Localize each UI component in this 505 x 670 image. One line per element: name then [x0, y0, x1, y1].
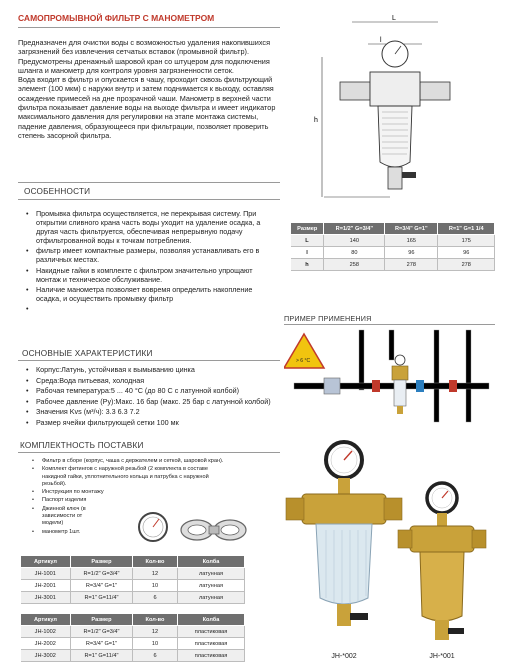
dim-label-l: l	[380, 37, 382, 44]
photo-label-right: JH-*001	[429, 653, 455, 660]
col-header: Колба	[178, 614, 245, 626]
spec-item: • Размер ячейки фильтрующей сетки 100 мк	[26, 418, 286, 428]
example-heading: ПРИМЕР ПРИМЕНЕНИЯ	[284, 314, 372, 323]
wrench-key-icon	[181, 520, 246, 540]
table-cell: JH-1001	[21, 568, 71, 580]
dimension-table	[290, 222, 495, 271]
table-row	[21, 568, 245, 580]
col-header: R=1/2" G=3/4"	[324, 223, 385, 235]
table-cell: 12	[133, 568, 178, 580]
photo-label-left: JH-*002	[331, 653, 357, 660]
valve-icon	[372, 380, 380, 392]
kit-item: • Инструкция по монтажу	[32, 489, 227, 496]
table-cell: 96	[438, 247, 495, 259]
col-header: Размер	[71, 614, 133, 626]
spec-item: • Рабочая температура:5 ... 40 °С (до 80 С с латунной колбой)	[26, 386, 286, 396]
warning-triangle-icon	[284, 334, 324, 368]
table-row	[291, 247, 495, 259]
table-row	[21, 650, 245, 662]
spec-item: • Значения Kvs (м³/ч): 3.3 6.3 7.2	[26, 407, 286, 417]
table-cell: JH-2002	[21, 638, 71, 650]
table-cell: 175	[438, 235, 495, 247]
kit-item: • Комплект фитингов с наружной резьбой (2 комплекта в составе накидной гайки, уплотнительного кольца и патрубка с наружной резьбой).	[32, 466, 227, 488]
table-cell: L	[291, 235, 324, 247]
kit-heading: КОМПЛЕКТНОСТЬ ПОСТАВКИ	[20, 441, 144, 450]
table-cell: JH-1002	[21, 626, 71, 638]
feature-item: • Промывка фильтра осуществляется, не перекрывая систему. При открытии сливного крана часть воды уходит на удаление осадка, а другая часть фильтруется, обеспечивая непрерывную подачу отфильтрованной воды к точкам потребления.	[26, 209, 276, 245]
col-header: Кол-во	[133, 556, 178, 568]
dimension-drawing	[290, 12, 490, 207]
spec-item: • Рабочее давление (Ру):Макс. 16 бар (макс. 25 бар с латунной колбой)	[26, 397, 286, 407]
table-row	[21, 626, 245, 638]
meter-icon	[324, 378, 340, 394]
table-cell: JH-3002	[21, 650, 71, 662]
table-cell: 6	[133, 592, 178, 604]
table-cell: R=3/4" G=1"	[71, 638, 133, 650]
kit-item: • Фильтр в сборе (корпус, чаша с держателем и сеткой, шаровой кран).	[32, 458, 227, 465]
filter-plastic-bowl-icon	[286, 442, 402, 626]
feature-item: • Наличие манометра позволяет вовремя определить накопление осадка, и осуществить промывку фильтр	[26, 285, 276, 303]
table-cell: R=1" G=11/4"	[71, 650, 133, 662]
table-cell: 10	[133, 638, 178, 650]
table-cell: 140	[324, 235, 385, 247]
table-cell: пластиковая	[178, 650, 245, 662]
dim-label-h: h	[314, 117, 318, 124]
spec-item: • Среда:Вода питьевая, холодная	[26, 376, 286, 386]
kit-item: • Паспорт изделия	[32, 497, 227, 504]
table-cell: 10	[133, 580, 178, 592]
filter-brass-bowl-icon	[398, 483, 486, 640]
table-cell: JH-2001	[21, 580, 71, 592]
valve-icon	[416, 380, 424, 392]
table-cell: 96	[385, 247, 438, 259]
valve-icon	[449, 380, 457, 392]
feature-item: • Накидные гайки в комплекте с фильтром значительно упрощают монтаж и техническое обслуживание.	[26, 266, 276, 284]
col-header: Размер	[291, 223, 324, 235]
brass-product-table	[20, 555, 245, 604]
temp-label: > 6 °C	[296, 358, 311, 364]
table-cell: пластиковая	[178, 638, 245, 650]
table-cell: 258	[324, 259, 385, 271]
filter-unit-icon	[392, 355, 408, 414]
kit-item: • Джинной ключ (в зависимости от модели)	[32, 506, 102, 528]
section-divider	[18, 199, 280, 200]
table-cell: латунная	[178, 592, 245, 604]
col-header: R=1" G=1 1/4	[438, 223, 495, 235]
table-cell: R=1/2" G=3/4"	[71, 626, 133, 638]
table-cell: R=1/2" G=3/4"	[71, 568, 133, 580]
col-header: R=3/4" G=1"	[385, 223, 438, 235]
intro-paragraph: Предусмотрены дренажный шаровой кран со штуцером для подключения шланга и манометр для контроля уровня загрязненности сеток.	[18, 56, 270, 75]
table-cell: R=3/4" G=1"	[71, 580, 133, 592]
intro-text	[18, 38, 278, 140]
title-divider	[18, 27, 280, 28]
features-heading: ОСОБЕННОСТИ	[24, 187, 91, 196]
table-row	[21, 580, 245, 592]
table-cell: латунная	[178, 580, 245, 592]
gauge-icon	[139, 513, 167, 541]
intro-paragraph: Предназначен для очистки воды с возможностью удаления накопившихся загрязнений без извлечения сетчатых вставок (промывной фильтр).	[18, 38, 271, 57]
table-row	[21, 592, 245, 604]
table-cell: 80	[324, 247, 385, 259]
intro-paragraph: Вода входит в фильтр и опускается в чашу, проходит сквозь фильтрующий элемент (100 мкм) с наружи внутр и затем поднимается к выходу, оставляя осаждение примесей на дне прозрачной чаши. Манометр в верхней части фильтра показывает давление воды на выходе фильтра и имеет индикатор максимального давления для регулировки на этапе монтажа системы, падение давления, образующееся при фильтрации, позволяет проверить степень засорной фильтра.	[18, 75, 276, 140]
kit-parts-illustration	[135, 505, 255, 553]
spec-item: • Корпус:Латунь, устойчивая к вымыванию цинка	[26, 365, 286, 375]
table-cell: I	[291, 247, 324, 259]
product-photo	[282, 438, 500, 663]
col-header: Артикул	[21, 614, 71, 626]
col-header: Кол-во	[133, 614, 178, 626]
page-title: САМОПРОМЫВНОЙ ФИЛЬТР С МАНОМЕТРОМ	[18, 13, 215, 23]
table-cell: латунная	[178, 568, 245, 580]
specs-heading: ОСНОВНЫЕ ХАРАКТЕРИСТИКИ	[22, 349, 153, 358]
table-row	[291, 235, 495, 247]
table-cell: 6	[133, 650, 178, 662]
table-row	[291, 259, 495, 271]
col-header: Размер	[71, 556, 133, 568]
col-header: Колба	[178, 556, 245, 568]
features-list	[26, 209, 276, 304]
feature-item: • фильтр имеет компактные размеры, позволяя устанавливать его в различных местах.	[26, 246, 276, 264]
table-cell: 165	[385, 235, 438, 247]
table-row	[21, 638, 245, 650]
table-cell: 12	[133, 626, 178, 638]
table-cell: R=1" G=11/4"	[71, 592, 133, 604]
table-cell: JH-3001	[21, 592, 71, 604]
table-cell: h	[291, 259, 324, 271]
section-divider	[18, 360, 280, 361]
table-cell: 278	[438, 259, 495, 271]
dim-label-L: L	[392, 15, 396, 22]
section-divider	[18, 452, 280, 453]
table-cell: 278	[385, 259, 438, 271]
table-cell: пластиковая	[178, 626, 245, 638]
section-divider	[284, 324, 495, 325]
col-header: Артикул	[21, 556, 71, 568]
kit-item: • манометр 1шт.	[32, 529, 227, 536]
specs-list	[26, 365, 286, 429]
plastic-product-table	[20, 613, 245, 662]
section-divider	[18, 182, 280, 183]
application-diagram	[284, 328, 495, 428]
